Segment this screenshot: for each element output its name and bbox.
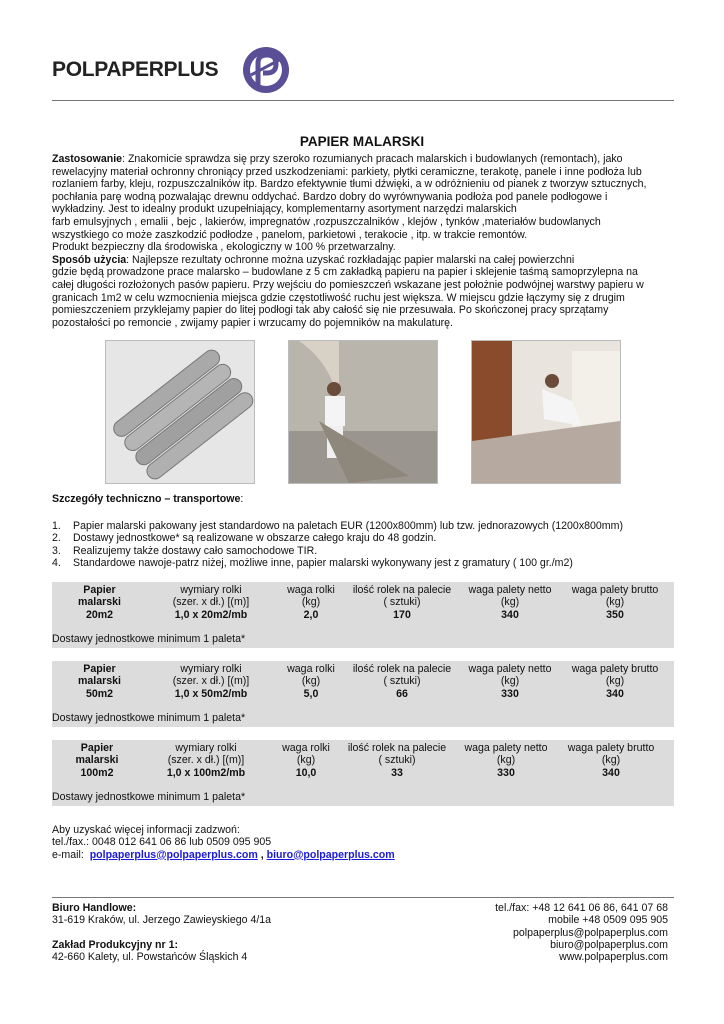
unrolling-photo (288, 340, 438, 484)
footer-mobile: mobile +48 0509 095 905 (548, 914, 668, 927)
dims-header: wymiary rolki (180, 584, 242, 596)
page-title: PAPIER MALARSKI (299, 134, 425, 149)
net-value: 330 (497, 766, 515, 779)
tech-heading (52, 493, 243, 505)
office-title: Biuro Handlowe: (52, 902, 137, 914)
dims-unit: (szer. x dł.) [(m)] (167, 754, 245, 767)
spec-table-20m2 (52, 582, 674, 648)
spec-table-50m2 (52, 661, 674, 727)
spec-table-100m2 (52, 740, 674, 806)
gross-unit: (kg) (605, 596, 625, 609)
dims-header: wymiary rolki (180, 663, 242, 675)
rolls-value: 170 (393, 608, 411, 621)
usage-line: : Znakomicie sprawdza się przy szeroko rozumianych pracach malarskich i budowlanych (remontach), jako (122, 153, 623, 165)
table-note: Dostawy jednostkowe minimum 1 paleta* (52, 791, 246, 803)
gross-unit: (kg) (605, 675, 625, 688)
footer-email-biuro[interactable]: biuro@polpaperplus.com (550, 938, 668, 951)
gross-value: 350 (606, 608, 624, 621)
product-line: malarski (78, 675, 121, 688)
weight-unit: (kg) (301, 596, 321, 609)
rolls-unit: ( sztuki) (383, 675, 421, 688)
contact-line: Aby uzyskać więcej informacji zadzwoń: (52, 824, 240, 836)
product-line: 20m2 (85, 608, 114, 621)
gross-value: 340 (606, 687, 624, 700)
gross-header: waga palety brutto (571, 663, 659, 675)
footer-email-polpaperplus[interactable]: polpaperplus@polpaperplus.com (512, 926, 668, 939)
usage-line: farb emulsyjnych , emalii , bejc , lakierów, impregnatów ,rozpuszczalników , klejów , tynków ,materiałów budowlanych (52, 215, 601, 228)
header-divider (52, 100, 674, 101)
dims-value: 1,0 x 20m2/mb (174, 608, 248, 621)
product-line: 50m2 (85, 687, 114, 700)
contact-phone: tel./fax.: 0048 012 641 06 86 lub 0509 095 905 (52, 836, 272, 849)
list-item (52, 520, 672, 532)
list-number: 3. (52, 544, 61, 557)
product-line: Papier (83, 663, 116, 675)
email-link-biuro[interactable]: biuro@polpaperplus.com (266, 848, 395, 861)
footer-contacts (495, 902, 668, 963)
dims-unit: (szer. x dł.) [(m)] (172, 596, 250, 609)
product-line: 100m2 (80, 766, 114, 779)
rolls-unit: ( sztuki) (378, 754, 416, 767)
weight-unit: (kg) (296, 754, 316, 767)
method-line: całej długości rozłożonych pasów papieru. Przy wejściu do pomieszczeń wskazane jest położnie podwójnej warstwy papieru w (52, 278, 644, 291)
list-number: 2. (52, 532, 61, 545)
method-line: pomieszczeniem przyklejamy papier do litej podłogi tak aby całość się nie przesuwała. Po skończonej pracy sprzątamy (52, 304, 609, 317)
company-logo-text: POLPAPERPLUS (52, 58, 219, 81)
footer-website[interactable]: www.polpaperplus.com (559, 951, 668, 964)
method-label: Sposób użycia (52, 253, 127, 266)
dims-header: wymiary rolki (175, 742, 237, 754)
rolls-unit: ( sztuki) (383, 596, 421, 609)
list-item (52, 557, 672, 569)
contact-block (52, 824, 395, 861)
footer-divider (52, 897, 674, 898)
weight-unit: (kg) (301, 675, 321, 688)
email-label: e-mail: (52, 848, 90, 861)
product-line: malarski (78, 596, 121, 609)
rolls-value: 33 (391, 766, 403, 779)
product-line: Papier (80, 742, 114, 754)
usage-line: rewelacyjny materiał ochronny chroniący przed uszkodzeniami: parkiety, płytki ceramiczne, terakotę, panele i inne podłoża lub (52, 165, 642, 178)
description-block (52, 153, 676, 329)
usage-line: wykładziny. Jest to idealny produkt uzupełniający, komplementarny asortyment narzędzi malarskich (52, 203, 517, 216)
footer-phone: tel./fax: +48 12 641 06 86, 641 07 68 (495, 902, 668, 914)
plant-block (52, 939, 247, 964)
usage-line: wszystkiego co może zaszkodzić podłodze , panelom, parkietowi , terakocie , itp. w trakcie remontów. (52, 228, 528, 241)
gross-header: waga palety brutto (567, 742, 655, 754)
contact-email-line (52, 849, 395, 861)
list-number: 1. (52, 520, 61, 532)
product-line: Papier (83, 584, 116, 596)
rolls-header: ilość rolek na palecie (352, 663, 452, 675)
weight-header: waga rolki (287, 663, 335, 675)
net-value: 330 (501, 687, 519, 700)
weight-value: 10,0 (295, 766, 317, 779)
method-line: pozostałości po remoncie , zwijamy papier i wrzucamy do pojemników na makulaturę. (52, 316, 453, 329)
tech-heading-text: Szczegóły techniczno – transportowe (52, 493, 241, 505)
product-line: malarski (75, 754, 119, 767)
table-note: Dostawy jednostkowe minimum 1 paleta* (52, 712, 246, 724)
tech-list (52, 520, 672, 569)
rolls-header: ilość rolek na palecie (352, 584, 452, 596)
usage-line: Produkt bezpieczny dla środowiska , ekologiczny w 100 % przetwarzalny. (52, 241, 396, 254)
list-text: Realizujemy także dostawy cało samochodowe TIR. (73, 544, 318, 557)
laying-photo (471, 340, 621, 484)
usage-label: Zastosowanie (52, 153, 123, 165)
list-number: 4. (52, 556, 61, 569)
dims-unit: (szer. x dł.) [(m)] (172, 675, 250, 688)
plant-address: 42-660 Kalety, ul. Powstańców Śląskich 4 (52, 951, 248, 964)
rolls-value: 66 (396, 687, 408, 700)
tech-heading-suffix: : (240, 493, 244, 505)
gross-value: 340 (602, 766, 620, 779)
office-address: 31-619 Kraków, ul. Jerzego Zawieyskiego 4/1a (52, 914, 272, 927)
list-text: Dostawy jednostkowe* są realizowane w obszarze całego kraju do 48 godzin. (73, 532, 437, 545)
table-note: Dostawy jednostkowe minimum 1 paleta* (52, 633, 246, 645)
list-item (52, 532, 672, 544)
gross-unit: (kg) (601, 754, 621, 767)
net-unit: (kg) (496, 754, 516, 767)
dims-value: 1,0 x 50m2/mb (174, 687, 248, 700)
weight-value: 5,0 (303, 687, 319, 700)
method-line: gdzie będą prowadzone prace malarsko – budowlane z 5 cm zakładką papieru na papier i sklejenie taśmą samoprzylepna na (52, 266, 638, 279)
net-unit: (kg) (500, 675, 520, 688)
net-value: 340 (501, 608, 519, 621)
weight-header: waga rolki (287, 584, 335, 596)
list-text: Papier malarski pakowany jest standardowo na paletach EUR (1200x800mm) lub tzw. jednorazowych (1200x800mm) (73, 520, 623, 532)
rolls-photo (105, 340, 255, 484)
weight-value: 2,0 (303, 608, 319, 621)
method-line: granicach 1m2 w celu wzmocnienia miejsca gdzie częstotliwość ruchu jest większa. W miejscu gdzie łączymy się z drugim (52, 291, 625, 304)
office-block (52, 902, 271, 927)
email-link-polpaperplus[interactable]: polpaperplus@polpaperplus.com (89, 848, 258, 861)
gross-header: waga palety brutto (571, 584, 659, 596)
list-item (52, 545, 672, 557)
net-unit: (kg) (500, 596, 520, 609)
list-text: Standardowe nawoje-patrz niżej, możliwe inne, papier malarski wykonywany jest z gramatury ( 100 gr./m2) (73, 556, 573, 569)
net-header: waga palety netto (468, 584, 552, 596)
email-separator: , (257, 848, 267, 861)
method-line: : Najlepsze rezultaty ochronne można uzyskać rozkładając papier malarski na całej powierzchni (126, 253, 575, 266)
dims-value: 1,0 x 100m2/mb (166, 766, 246, 779)
net-header: waga palety netto (464, 742, 548, 754)
plant-title: Zakład Produkcyjny nr 1: (52, 939, 178, 951)
usage-line: pochłania parę wodną pozwalając drewnu oddychać. Bardzo dobry do wyrównywania podłoża pod panele podłogowe i (52, 190, 608, 203)
weight-header: waga rolki (282, 742, 330, 754)
rolls-header: ilość rolek na palecie (347, 742, 447, 754)
net-header: waga palety netto (468, 663, 552, 675)
company-logo-icon (241, 45, 291, 95)
usage-line: rozlaniem farby, kleju, rozpuszczalników itp. Bardzo efektywnie tłumi dźwięki, a w odróżnieniu od pianek z tworzyw sztucznych, (52, 178, 647, 191)
